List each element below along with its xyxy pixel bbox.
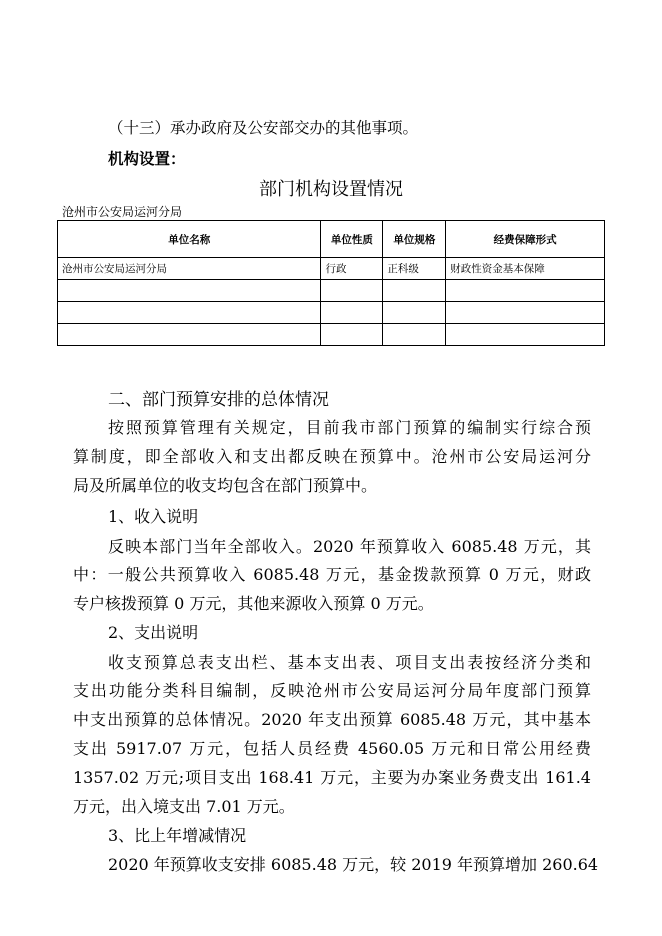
- table-row: [58, 258, 605, 280]
- section2-heading: 二、部门预算安排的总体情况: [108, 390, 329, 410]
- expense-heading: 2、支出说明: [108, 623, 199, 642]
- table-row: [58, 280, 605, 302]
- header-funding-form: 经费保障形式: [446, 221, 605, 258]
- expense-para-line: 支出功能分类科目编制，反映沧州市公安局运河分局年度部门预算: [73, 681, 591, 700]
- org-table-header-row: [58, 221, 605, 258]
- cell-unit-nature: [321, 324, 383, 346]
- compare-para-line: 2020 年预算收支安排 6085.48 万元，较 2019 年预算增加 260.64: [108, 855, 599, 874]
- cell-funding-form: [446, 280, 605, 302]
- income-para-line: 反映本部门当年全部收入。2020 年预算收入 6085.48 万元，其: [108, 537, 591, 556]
- cell-unit-name: 沧州市公安局运河分局: [58, 258, 321, 280]
- cell-funding-form: 财政性资金基本保障: [446, 258, 605, 280]
- income-para-line: 专户核拨预算 0 万元，其他来源收入预算 0 万元。: [73, 594, 434, 613]
- table-row: [58, 302, 605, 324]
- header-unit-name: 单位名称: [58, 221, 321, 258]
- header-unit-nature: 单位性质: [321, 221, 383, 258]
- cell-unit-nature: [321, 280, 383, 302]
- expense-para-line: 1357.02 万元;项目支出 168.41 万元，主要为办案业务费支出 161.4: [73, 768, 591, 787]
- compare-heading: 3、比上年增减情况: [108, 826, 247, 845]
- org-setup-heading: 机构设置：: [108, 149, 186, 168]
- expense-para-line: 万元，出入境支出 7.01 万元。: [73, 797, 295, 816]
- cell-unit-name: [58, 280, 321, 302]
- org-table-title: 部门机构设置情况: [259, 179, 403, 200]
- cell-funding-form: [446, 324, 605, 346]
- cell-unit-level: [383, 324, 446, 346]
- income-para-line: 中：一般公共预算收入 6085.48 万元，基金拨款预算 0 万元，财政: [73, 565, 591, 584]
- cell-unit-name: [58, 324, 321, 346]
- para1-line: 局及所属单位的收支均包含在部门预算中。: [73, 476, 378, 495]
- expense-para-line: 收支预算总表支出栏、基本支出表、项目支出表按经济分类和: [108, 653, 591, 672]
- header-unit-level: 单位规格: [383, 221, 446, 258]
- cell-unit-level: [383, 280, 446, 302]
- cell-funding-form: [446, 302, 605, 324]
- para1-line: 按照预算管理有关规定，目前我市部门预算的编制实行综合预: [108, 418, 591, 437]
- cell-unit-name: [58, 302, 321, 324]
- org-table: [57, 220, 605, 346]
- expense-para-line: 支出 5917.07 万元，包括人员经费 4560.05 万元和日常公用经费: [73, 739, 591, 758]
- cell-unit-nature: 行政: [321, 258, 383, 280]
- cell-unit-nature: [321, 302, 383, 324]
- item-13-text: （十三）承办政府及公安部交办的其他事项。: [108, 119, 419, 137]
- income-heading: 1、收入说明: [108, 507, 199, 526]
- para1-line: 算制度，即全部收入和支出都反映在预算中。沧州市公安局运河分: [73, 447, 591, 466]
- expense-para-line: 中支出预算的总体情况。2020 年支出预算 6085.48 万元，其中基本: [73, 710, 591, 729]
- table-row: [58, 324, 605, 346]
- cell-unit-level: [383, 302, 446, 324]
- cell-unit-level: 正科级: [383, 258, 446, 280]
- org-table-unit-label: 沧州市公安局运河分局: [62, 205, 183, 219]
